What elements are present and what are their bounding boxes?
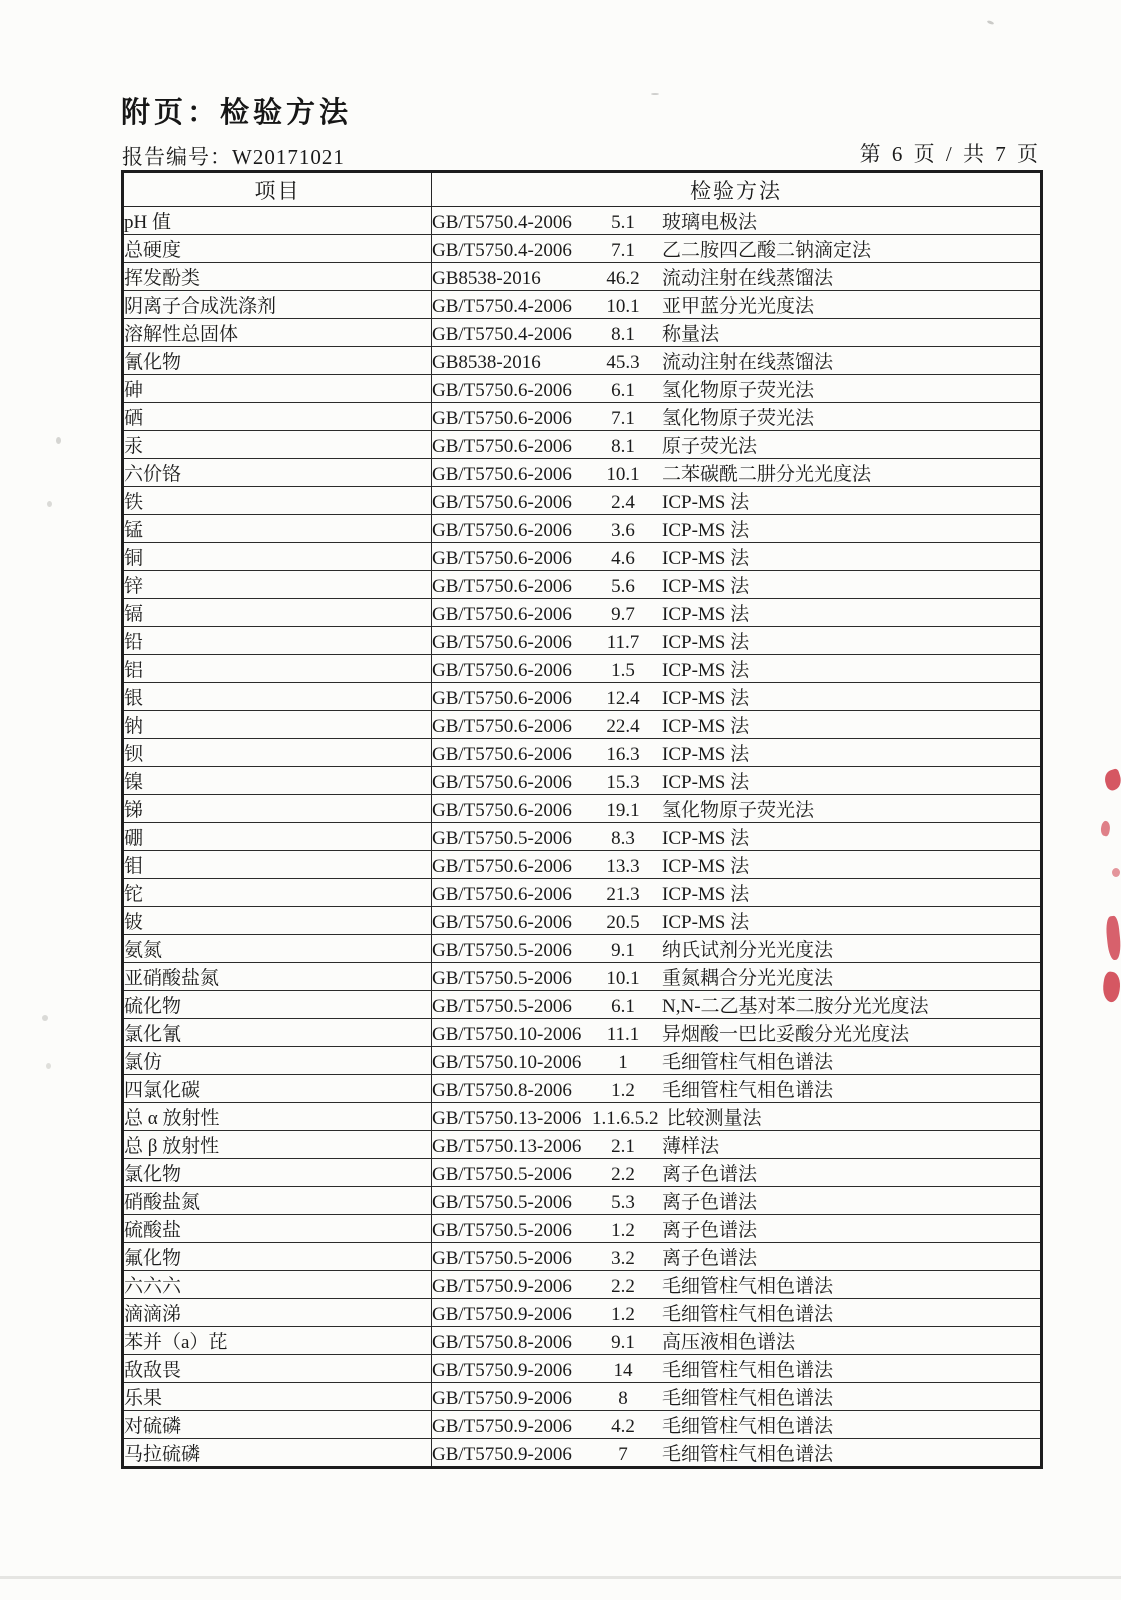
method-name: N,N-二乙基对苯二胺分光光度法	[662, 996, 929, 1017]
item-cell: 阴离子合成洗涤剂	[123, 291, 432, 319]
item-cell: 滴滴涕	[123, 1299, 432, 1327]
table-row	[123, 991, 1042, 1019]
table-row	[123, 515, 1042, 543]
method-cell	[432, 1131, 1042, 1159]
item-cell: 氯仿	[123, 1047, 432, 1075]
clause-number: 11.7	[606, 632, 640, 653]
table-row	[123, 1075, 1042, 1103]
method-cell	[432, 459, 1042, 487]
standard-code: GB/T5750.5-2006	[432, 1248, 572, 1269]
item-cell: 总 β 放射性	[123, 1131, 432, 1159]
method-cell	[432, 1411, 1042, 1439]
method-name: 毛细管柱气相色谱法	[662, 1416, 834, 1437]
method-cell	[432, 935, 1042, 963]
table-row	[123, 403, 1042, 431]
method-name: 薄样法	[662, 1136, 720, 1157]
table-row	[123, 711, 1042, 739]
table-row	[123, 431, 1042, 459]
standard-code: GB/T5750.9-2006	[432, 1416, 572, 1437]
clause-number: 6.1	[611, 380, 635, 401]
item-cell: 铝	[123, 655, 432, 683]
stamp-edge-mark	[1112, 868, 1120, 877]
clause-number: 12.4	[606, 688, 640, 709]
standard-code: GB/T5750.13-2006	[432, 1108, 582, 1129]
method-cell	[432, 1327, 1042, 1355]
clause-number: 3.2	[611, 1248, 635, 1269]
method-name: 毛细管柱气相色谱法	[662, 1444, 834, 1465]
standard-code: GB/T5750.8-2006	[432, 1332, 572, 1353]
method-name: 毛细管柱气相色谱法	[662, 1052, 834, 1073]
standard-code: GB/T5750.6-2006	[432, 912, 572, 933]
clause-number: 8.1	[611, 436, 635, 457]
method-cell	[432, 1215, 1042, 1243]
item-cell: 硒	[123, 403, 432, 431]
scan-artifact-line	[0, 1576, 1121, 1579]
table-row	[123, 655, 1042, 683]
method-name: ICP-MS 法	[662, 492, 750, 513]
item-cell: 氯化氰	[123, 1019, 432, 1047]
item-cell: 硝酸盐氮	[123, 1187, 432, 1215]
clause-number: 7	[618, 1444, 628, 1465]
method-cell	[432, 515, 1042, 543]
method-name: ICP-MS 法	[662, 604, 750, 625]
clause-number: 2.4	[611, 492, 635, 513]
item-cell: 氟化物	[123, 1243, 432, 1271]
table-row	[123, 851, 1042, 879]
item-cell: 敌敌畏	[123, 1355, 432, 1383]
method-cell	[432, 655, 1042, 683]
table-row	[123, 543, 1042, 571]
clause-number: 8.1	[611, 324, 635, 345]
standard-code: GB/T5750.4-2006	[432, 212, 572, 233]
clause-number: 9.1	[611, 1332, 635, 1353]
standard-code: GB/T5750.6-2006	[432, 520, 572, 541]
table-row	[123, 1243, 1042, 1271]
method-name: 氢化物原子荧光法	[662, 380, 815, 401]
method-cell	[432, 599, 1042, 627]
clause-number: 5.3	[611, 1192, 635, 1213]
item-cell: 苯并（a）芘	[123, 1327, 432, 1355]
method-name: 重氮耦合分光光度法	[662, 968, 834, 989]
clause-number: 15.3	[606, 772, 640, 793]
method-name: ICP-MS 法	[662, 520, 750, 541]
table-row	[123, 683, 1042, 711]
standard-code: GB/T5750.6-2006	[432, 548, 572, 569]
method-name: 流动注射在线蒸馏法	[662, 352, 834, 373]
page-title: 附页：检验方法	[121, 97, 353, 129]
clause-number: 21.3	[606, 884, 640, 905]
item-cell: 六六六	[123, 1271, 432, 1299]
table-row	[123, 1439, 1042, 1468]
standard-code: GB/T5750.9-2006	[432, 1388, 572, 1409]
method-cell	[432, 571, 1042, 599]
method-cell	[432, 403, 1042, 431]
item-cell: 总 α 放射性	[123, 1103, 432, 1131]
item-cell: 硫酸盐	[123, 1215, 432, 1243]
standard-code: GB/T5750.6-2006	[432, 576, 572, 597]
item-cell: 氯化物	[123, 1159, 432, 1187]
scan-speck	[56, 437, 61, 444]
table-row	[123, 1159, 1042, 1187]
method-cell	[432, 879, 1042, 907]
clause-number: 1.2	[611, 1220, 635, 1241]
clause-number: 5.6	[611, 576, 635, 597]
method-cell	[432, 907, 1042, 935]
item-cell: 钡	[123, 739, 432, 767]
method-cell	[432, 739, 1042, 767]
item-cell: 镍	[123, 767, 432, 795]
method-cell	[432, 1075, 1042, 1103]
method-name: 氢化物原子荧光法	[662, 800, 815, 821]
standard-code: GB/T5750.6-2006	[432, 380, 572, 401]
method-name: ICP-MS 法	[662, 716, 750, 737]
table-row	[123, 347, 1042, 375]
table-row	[123, 739, 1042, 767]
method-name: ICP-MS 法	[662, 884, 750, 905]
item-cell: 铜	[123, 543, 432, 571]
method-cell	[432, 207, 1042, 235]
method-name: 纳氏试剂分光光度法	[662, 940, 834, 961]
clause-number: 46.2	[606, 268, 640, 289]
standard-code: GB/T5750.6-2006	[432, 688, 572, 709]
method-name: ICP-MS 法	[662, 772, 750, 793]
item-cell: 砷	[123, 375, 432, 403]
clause-number: 20.5	[606, 912, 640, 933]
standard-code: GB/T5750.6-2006	[432, 632, 572, 653]
clause-number: 9.1	[611, 940, 635, 961]
clause-number: 7.1	[611, 408, 635, 429]
clause-number: 10.1	[606, 296, 640, 317]
method-cell	[432, 1159, 1042, 1187]
standard-code: GB/T5750.6-2006	[432, 436, 572, 457]
report-number: 报告编号：W20171021	[122, 145, 345, 169]
table-row	[123, 1355, 1042, 1383]
table-row	[123, 235, 1042, 263]
table-row	[123, 795, 1042, 823]
method-cell	[432, 767, 1042, 795]
method-name: 异烟酸一巴比妥酸分光光度法	[662, 1024, 910, 1045]
method-name: ICP-MS 法	[662, 632, 750, 653]
item-cell: 总硬度	[123, 235, 432, 263]
table-row	[123, 935, 1042, 963]
method-name: 比较测量法	[666, 1108, 762, 1129]
standard-code: GB/T5750.13-2006	[432, 1136, 582, 1157]
stamp-edge-mark	[1100, 820, 1112, 837]
standard-code: GB/T5750.4-2006	[432, 240, 572, 261]
table-row	[123, 1299, 1042, 1327]
scan-speck	[42, 1015, 48, 1021]
method-name: 高压液相色谱法	[662, 1332, 796, 1353]
table-row	[123, 319, 1042, 347]
standard-code: GB/T5750.10-2006	[432, 1052, 582, 1073]
method-name: 称量法	[662, 324, 720, 345]
clause-number: 3.6	[611, 520, 635, 541]
method-cell	[432, 1047, 1042, 1075]
method-cell	[432, 1383, 1042, 1411]
method-cell	[432, 683, 1042, 711]
method-name: ICP-MS 法	[662, 548, 750, 569]
table-row	[123, 207, 1042, 235]
clause-number: 1.2	[611, 1304, 635, 1325]
method-name: 毛细管柱气相色谱法	[662, 1304, 834, 1325]
method-name: 毛细管柱气相色谱法	[662, 1080, 834, 1101]
clause-number: 2.2	[611, 1276, 635, 1297]
item-cell: 铁	[123, 487, 432, 515]
method-cell	[432, 795, 1042, 823]
standard-code: GB/T5750.6-2006	[432, 884, 572, 905]
method-name: 流动注射在线蒸馏法	[662, 268, 834, 289]
table-row	[123, 599, 1042, 627]
table-row	[123, 1327, 1042, 1355]
table-row	[123, 571, 1042, 599]
standard-code: GB/T5750.6-2006	[432, 492, 572, 513]
clause-number: 16.3	[606, 744, 640, 765]
standard-code: GB/T5750.5-2006	[432, 968, 572, 989]
scan-speck	[651, 93, 659, 95]
method-name: 离子色谱法	[662, 1248, 758, 1269]
standard-code: GB/T5750.5-2006	[432, 1164, 572, 1185]
item-cell: 乐果	[123, 1383, 432, 1411]
method-cell	[432, 1299, 1042, 1327]
table-row	[123, 879, 1042, 907]
page-indicator: 第 6 页 / 共 7 页	[859, 142, 1041, 166]
column-header-method: 检验方法	[432, 172, 1042, 207]
item-cell: 铊	[123, 879, 432, 907]
standard-code: GB/T5750.6-2006	[432, 716, 572, 737]
method-cell	[432, 1439, 1042, 1468]
table-row	[123, 459, 1042, 487]
item-cell: 氰化物	[123, 347, 432, 375]
method-name: 毛细管柱气相色谱法	[662, 1388, 834, 1409]
method-name: ICP-MS 法	[662, 576, 750, 597]
standard-code: GB/T5750.5-2006	[432, 996, 572, 1017]
method-name: ICP-MS 法	[662, 912, 750, 933]
method-cell	[432, 235, 1042, 263]
method-name: ICP-MS 法	[662, 660, 750, 681]
clause-number: 10.1	[606, 464, 640, 485]
method-name: 乙二胺四乙酸二钠滴定法	[662, 240, 872, 261]
method-name: 离子色谱法	[662, 1220, 758, 1241]
method-cell	[432, 1243, 1042, 1271]
item-cell: 六价铬	[123, 459, 432, 487]
test-methods-table	[121, 170, 1043, 1469]
table-header-row	[123, 172, 1042, 207]
item-cell: 铍	[123, 907, 432, 935]
standard-code: GB/T5750.5-2006	[432, 828, 572, 849]
method-name: 玻璃电极法	[662, 212, 758, 233]
method-cell	[432, 347, 1042, 375]
standard-code: GB8538-2016	[432, 352, 541, 373]
item-cell: 亚硝酸盐氮	[123, 963, 432, 991]
stamp-edge-mark	[1105, 915, 1121, 960]
standard-code: GB/T5750.5-2006	[432, 1220, 572, 1241]
table-row	[123, 291, 1042, 319]
table-row	[123, 1383, 1042, 1411]
method-name: 亚甲蓝分光光度法	[662, 296, 815, 317]
clause-number: 4.2	[611, 1416, 635, 1437]
stamp-edge-mark	[1101, 971, 1121, 1003]
item-cell: 钼	[123, 851, 432, 879]
method-cell	[432, 431, 1042, 459]
standard-code: GB/T5750.10-2006	[432, 1024, 582, 1045]
item-cell: 硼	[123, 823, 432, 851]
clause-number: 13.3	[606, 856, 640, 877]
clause-number: 8	[618, 1388, 628, 1409]
item-cell: 锰	[123, 515, 432, 543]
stamp-edge-mark	[1102, 768, 1121, 792]
method-cell	[432, 1187, 1042, 1215]
standard-code: GB/T5750.6-2006	[432, 408, 572, 429]
method-name: 毛细管柱气相色谱法	[662, 1360, 834, 1381]
clause-number: 1.2	[611, 1080, 635, 1101]
item-cell: 锌	[123, 571, 432, 599]
table-row	[123, 487, 1042, 515]
method-cell	[432, 711, 1042, 739]
item-cell: 钠	[123, 711, 432, 739]
method-name: 离子色谱法	[662, 1192, 758, 1213]
table-row	[123, 1047, 1042, 1075]
standard-code: GB/T5750.5-2006	[432, 1192, 572, 1213]
clause-number: 1.5	[611, 660, 635, 681]
clause-number: 2.2	[611, 1164, 635, 1185]
item-cell: 锑	[123, 795, 432, 823]
method-cell	[432, 851, 1042, 879]
method-name: ICP-MS 法	[662, 744, 750, 765]
clause-number: 10.1	[606, 968, 640, 989]
standard-code: GB/T5750.6-2006	[432, 744, 572, 765]
clause-number: 14	[613, 1360, 633, 1381]
item-cell: 银	[123, 683, 432, 711]
item-cell: 四氯化碳	[123, 1075, 432, 1103]
method-cell	[432, 291, 1042, 319]
clause-number: 22.4	[606, 716, 640, 737]
standard-code: GB/T5750.8-2006	[432, 1080, 572, 1101]
method-cell	[432, 543, 1042, 571]
item-cell: 挥发酚类	[123, 263, 432, 291]
standard-code: GB/T5750.6-2006	[432, 856, 572, 877]
clause-number: 6.1	[611, 996, 635, 1017]
method-name: 毛细管柱气相色谱法	[662, 1276, 834, 1297]
method-name: 离子色谱法	[662, 1164, 758, 1185]
method-cell	[432, 375, 1042, 403]
method-cell	[432, 1271, 1042, 1299]
table-row	[123, 823, 1042, 851]
method-name: ICP-MS 法	[662, 856, 750, 877]
clause-number: 1	[618, 1052, 628, 1073]
item-cell: 镉	[123, 599, 432, 627]
method-cell	[432, 1355, 1042, 1383]
standard-code: GB/T5750.5-2006	[432, 940, 572, 961]
method-cell	[432, 627, 1042, 655]
table-row	[123, 767, 1042, 795]
standard-code: GB/T5750.9-2006	[432, 1304, 572, 1325]
column-header-item: 项目	[123, 172, 432, 207]
standard-code: GB/T5750.9-2006	[432, 1444, 572, 1465]
method-cell	[432, 487, 1042, 515]
table-row	[123, 375, 1042, 403]
clause-number: 8.3	[611, 828, 635, 849]
standard-code: GB/T5750.9-2006	[432, 1276, 572, 1297]
clause-number: 4.6	[611, 548, 635, 569]
table-row	[123, 1411, 1042, 1439]
method-cell	[432, 1103, 1042, 1131]
table-row	[123, 1187, 1042, 1215]
method-name: 二苯碳酰二肼分光光度法	[662, 464, 872, 485]
method-name: 原子荧光法	[662, 436, 758, 457]
method-cell	[432, 991, 1042, 1019]
standard-code: GB/T5750.4-2006	[432, 324, 572, 345]
method-cell	[432, 823, 1042, 851]
method-cell	[432, 1019, 1042, 1047]
table-row	[123, 1215, 1042, 1243]
table-row	[123, 1019, 1042, 1047]
scan-speck	[47, 501, 52, 507]
item-cell: 汞	[123, 431, 432, 459]
item-cell: 马拉硫磷	[123, 1439, 432, 1468]
clause-number: 19.1	[606, 800, 640, 821]
standard-code: GB/T5750.6-2006	[432, 800, 572, 821]
clause-number: 1.1.6.5.2	[592, 1108, 659, 1129]
standard-code: GB/T5750.6-2006	[432, 604, 572, 625]
method-name: 氢化物原子荧光法	[662, 408, 815, 429]
item-cell: 硫化物	[123, 991, 432, 1019]
clause-number: 9.7	[611, 604, 635, 625]
clause-number: 11.1	[606, 1024, 640, 1045]
standard-code: GB/T5750.4-2006	[432, 296, 572, 317]
item-cell: 氨氮	[123, 935, 432, 963]
table-row	[123, 907, 1042, 935]
standard-code: GB8538-2016	[432, 268, 541, 289]
item-cell: 溶解性总固体	[123, 319, 432, 347]
standard-code: GB/T5750.6-2006	[432, 660, 572, 681]
method-cell	[432, 319, 1042, 347]
standard-code: GB/T5750.6-2006	[432, 772, 572, 793]
clause-number: 5.1	[611, 212, 635, 233]
scan-speck	[46, 1063, 51, 1069]
table-row	[123, 963, 1042, 991]
method-name: ICP-MS 法	[662, 828, 750, 849]
method-name: ICP-MS 法	[662, 688, 750, 709]
table-row	[123, 1271, 1042, 1299]
clause-number: 2.1	[611, 1136, 635, 1157]
table-row	[123, 1103, 1042, 1131]
table-row	[123, 263, 1042, 291]
standard-code: GB/T5750.6-2006	[432, 464, 572, 485]
method-cell	[432, 263, 1042, 291]
standard-code: GB/T5750.9-2006	[432, 1360, 572, 1381]
clause-number: 45.3	[606, 352, 640, 373]
item-cell: 对硫磷	[123, 1411, 432, 1439]
method-cell	[432, 963, 1042, 991]
item-cell: 铅	[123, 627, 432, 655]
scan-speck	[987, 20, 995, 25]
table-row	[123, 1131, 1042, 1159]
item-cell: pH 值	[123, 207, 432, 235]
table-row	[123, 627, 1042, 655]
clause-number: 7.1	[611, 240, 635, 261]
